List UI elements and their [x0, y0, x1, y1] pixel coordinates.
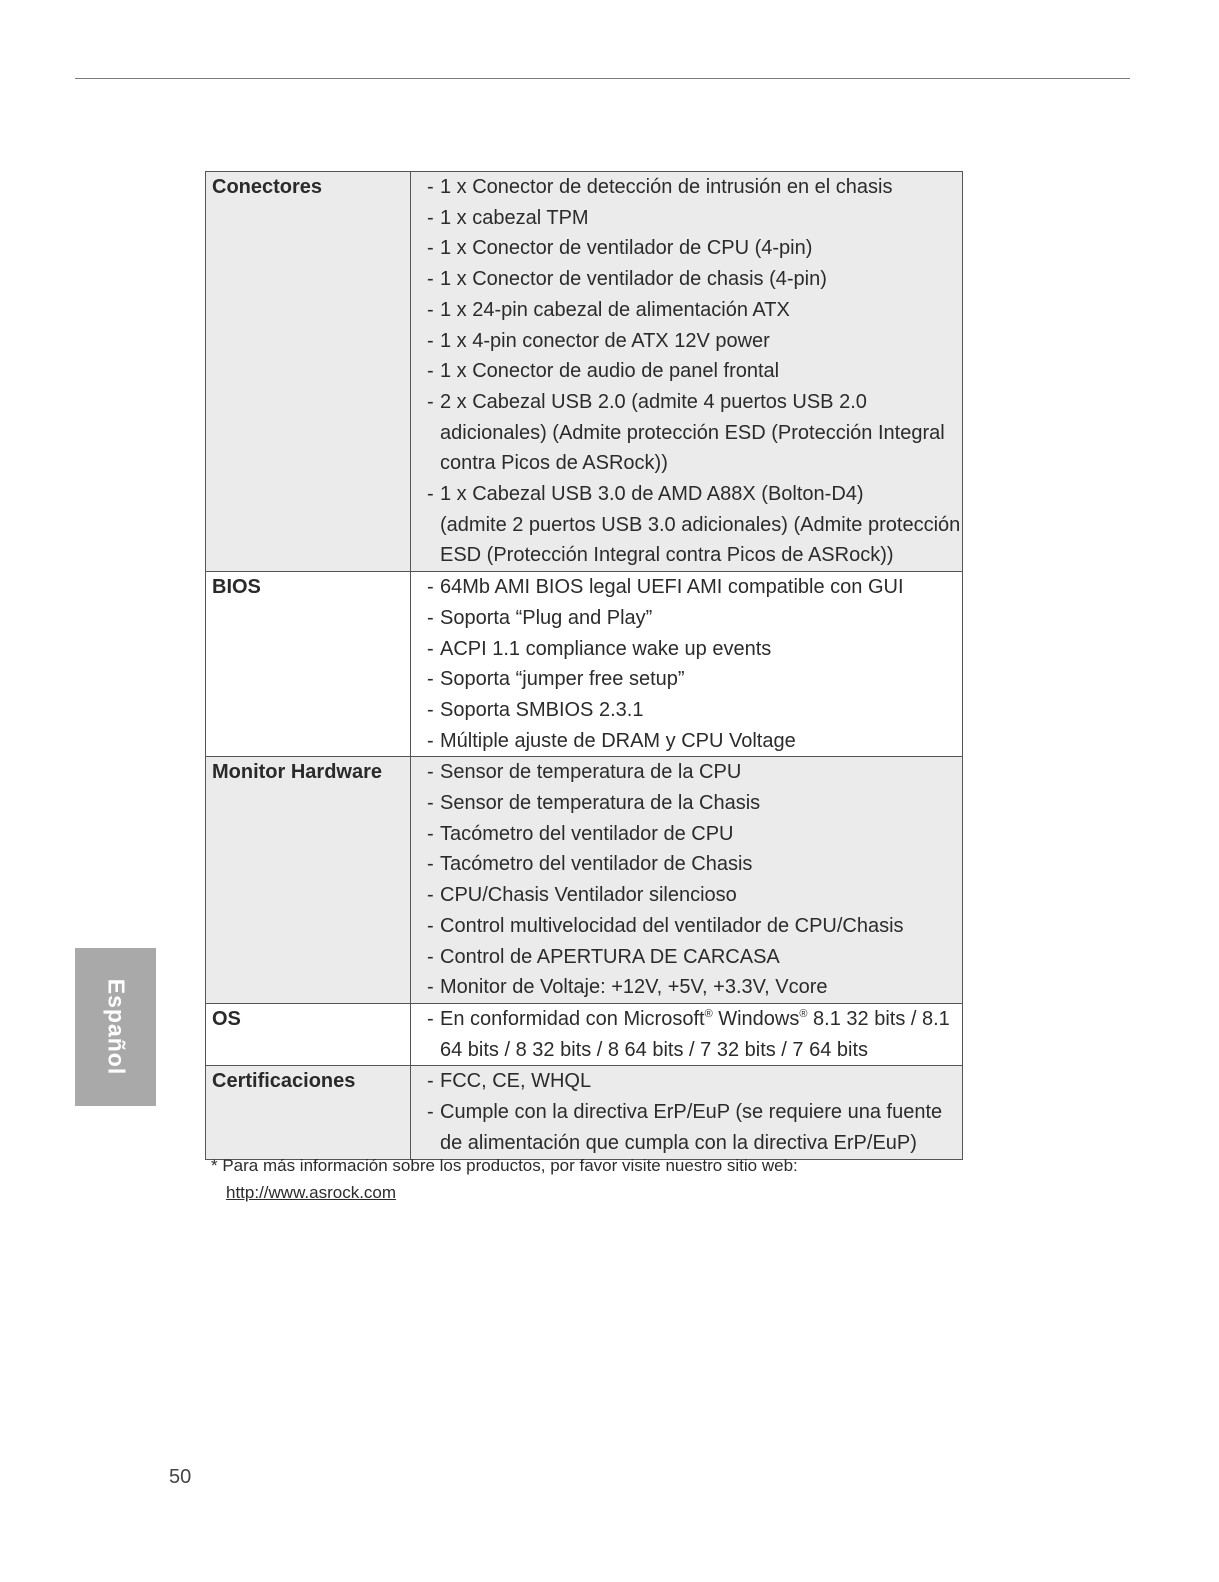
spec-item: - Monitor de Voltaje: +12V, +5V, +3.3V, Vcore [427, 972, 962, 1003]
spec-item: - 1 x Conector de detección de intrusión en el chasis [427, 172, 962, 203]
spec-item: - Tacómetro del ventilador de Chasis [427, 849, 962, 880]
spec-item: - FCC, CE, WHQL [427, 1066, 962, 1097]
spec-item: - Cumple con la directiva ErP/EuP (se requiere una fuente de alimentación que cumpla con la directiva ErP/EuP) [427, 1097, 962, 1158]
spec-item: - Soporta “jumper free setup” [427, 664, 962, 695]
spec-item: - Múltiple ajuste de DRAM y CPU Voltage [427, 726, 962, 757]
spec-item: - 2 x Cabezal USB 2.0 (admite 4 puertos USB 2.0 adicionales) (Admite protección ESD (Protección Integral contra Picos de ASRock)) [427, 387, 962, 479]
spec-label: Conectores [206, 172, 411, 572]
registered-mark: ® [704, 1007, 713, 1020]
spec-item: - En conformidad con Microsoft® Windows® 8.1 32 bits / 8.1 64 bits / 8 32 bits / 8 64 bits / 7 32 bits / 7 64 bits [427, 1004, 962, 1065]
page-number: 50 [169, 1466, 192, 1488]
spec-item: - Soporta “Plug and Play” [427, 603, 962, 634]
footnote [211, 1152, 798, 1206]
spec-item: - 1 x 24-pin cabezal de alimentación ATX [427, 295, 962, 326]
spec-row-monitor-hardware [206, 757, 963, 1004]
language-side-tab [75, 948, 156, 1106]
spec-item: - 1 x Conector de ventilador de CPU (4-pin) [427, 233, 962, 264]
asrock-website-link[interactable]: http://www.asrock.com [226, 1183, 397, 1202]
spec-values [411, 172, 963, 572]
spec-label: OS [206, 1003, 411, 1065]
spec-item: - 64Mb AMI BIOS legal UEFI AMI compatible con GUI [427, 572, 962, 603]
spec-label: Monitor Hardware [206, 757, 411, 1004]
spec-row-os [206, 1003, 963, 1065]
spec-table [205, 171, 963, 1160]
spec-item: - CPU/Chasis Ventilador silencioso [427, 880, 962, 911]
spec-row-conectores [206, 172, 963, 572]
spec-label: BIOS [206, 572, 411, 757]
spec-item: - Tacómetro del ventilador de CPU [427, 819, 962, 850]
spec-item: - 1 x cabezal TPM [427, 203, 962, 234]
spec-item: - Control multivelocidad del ventilador de CPU/Chasis [427, 911, 962, 942]
spec-values [411, 757, 963, 1004]
language-label: Español [103, 978, 129, 1076]
header-rule [75, 78, 1130, 79]
spec-values [411, 1066, 963, 1159]
spec-values [411, 1003, 963, 1065]
spec-values [411, 572, 963, 757]
spec-item: - 1 x Conector de audio de panel frontal [427, 356, 962, 387]
spec-row-certificaciones [206, 1066, 963, 1159]
footnote-text: * Para más información sobre los productos, por favor visite nuestro sitio web: [211, 1156, 798, 1175]
spec-item: - Sensor de temperatura de la CPU [427, 757, 962, 788]
spec-item: - 1 x Cabezal USB 3.0 de AMD A88X (Bolton-D4) (admite 2 puertos USB 3.0 adicionales) (Admite protección ESD (Protección Integral contra Picos de ASRock)) [427, 479, 962, 571]
spec-item: - Sensor de temperatura de la Chasis [427, 788, 962, 819]
spec-item: - 1 x Conector de ventilador de chasis (4-pin) [427, 264, 962, 295]
spec-row-bios [206, 572, 963, 757]
spec-item: - 1 x 4-pin conector de ATX 12V power [427, 326, 962, 357]
spec-item: - ACPI 1.1 compliance wake up events [427, 634, 962, 665]
spec-label: Certificaciones [206, 1066, 411, 1159]
spec-item: - Soporta SMBIOS 2.3.1 [427, 695, 962, 726]
registered-mark: ® [799, 1007, 808, 1020]
spec-item: - Control de APERTURA DE CARCASA [427, 942, 962, 973]
